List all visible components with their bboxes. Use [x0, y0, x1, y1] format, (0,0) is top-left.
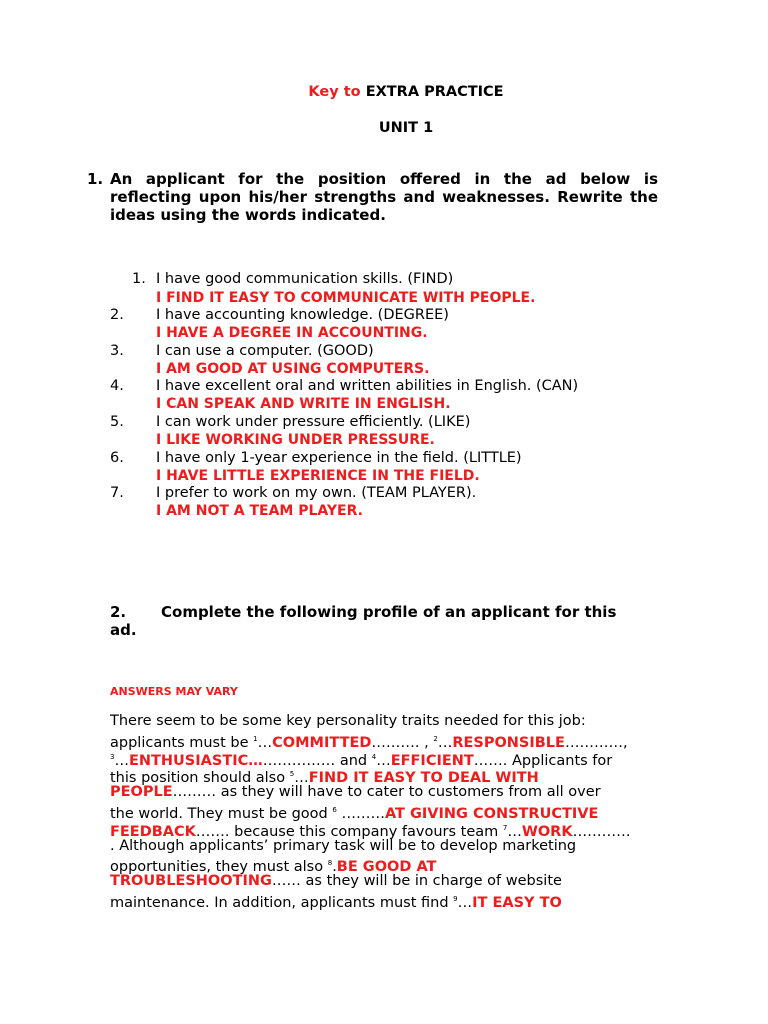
- paragraph-line: [110, 820, 670, 838]
- text-run: …: [437, 734, 453, 751]
- question-1-text: An applicant for the position offered in the ad below is reflecting upon his/her strengths and weaknesses. Rewrite the ideas using the words indicated.: [110, 170, 658, 224]
- blank-number: 8: [327, 859, 333, 868]
- item-answer: I HAVE LITTLE EXPERIENCE IN THE FIELD.: [156, 468, 480, 484]
- blank-number: 3: [110, 752, 115, 761]
- text-run: …………: [572, 823, 631, 840]
- text-run: …………… and: [262, 752, 372, 769]
- text-run: …: [114, 752, 129, 769]
- item-prompt: I have excellent oral and written abilities in English. (CAN): [156, 378, 579, 394]
- unit-heading: UNIT 1: [378, 120, 434, 136]
- blank-number: 5: [289, 770, 295, 779]
- blank-answer: EFFICIENT: [390, 752, 474, 769]
- text-run: applicants must be: [110, 734, 254, 751]
- question-2-text: Complete the following profile of an applicant for this: [161, 603, 617, 621]
- text-run: ………: [336, 805, 385, 822]
- item-number: 5.: [110, 414, 124, 430]
- item-prompt: I have good communication skills. (FIND): [156, 271, 454, 287]
- item-number: 1.: [132, 271, 146, 287]
- item-answer: I CAN SPEAK AND WRITE IN ENGLISH.: [156, 396, 451, 412]
- text-run: ………. ,: [371, 734, 434, 751]
- blank-answer: COMMITTED: [272, 734, 372, 751]
- text-run: ……… as they will have to cater to customers from all over: [172, 784, 601, 801]
- text-run: …: [294, 770, 309, 787]
- item-number: 4.: [110, 378, 124, 394]
- item-answer: I LIKE WORKING UNDER PRESSURE.: [156, 432, 435, 448]
- text-run: this position should also: [110, 770, 290, 787]
- text-run: …: [507, 823, 522, 840]
- blank-number: 1: [253, 734, 258, 743]
- text-run: …: [257, 734, 273, 751]
- question-2-text-continued: ad.: [110, 621, 137, 639]
- blank-answer: FEEDBACK: [110, 823, 196, 840]
- item-prompt: I can work under pressure efficiently. (LIKE): [156, 414, 471, 430]
- blank-number: 9: [453, 894, 458, 903]
- item-answer: I AM GOOD AT USING COMPUTERS.: [156, 361, 430, 377]
- blank-answer: RESPONSIBLE: [452, 734, 565, 751]
- item-number: 6.: [110, 450, 124, 466]
- blank-answer: TROUBLESHOOTING: [110, 873, 272, 890]
- blank-number: 6: [332, 805, 337, 814]
- text-run: .: [332, 859, 337, 876]
- text-run: ……. because this company favours team: [195, 823, 503, 840]
- item-prompt: I have accounting knowledge. (DEGREE): [156, 307, 449, 323]
- blank-answer: FIND IT EASY TO DEAL WITH: [308, 770, 539, 787]
- blank-answer: AT GIVING CONSTRUCTIVE: [384, 805, 599, 822]
- paragraph-line: There seem to be some key personality traits needed for this job:: [110, 713, 586, 729]
- question-1-number: 1.: [87, 170, 104, 188]
- item-answer: I HAVE A DEGREE IN ACCOUNTING.: [156, 325, 428, 341]
- paragraph-line: [110, 784, 670, 802]
- item-answer: I AM NOT A TEAM PLAYER.: [156, 503, 363, 519]
- paragraph-line: [110, 802, 670, 820]
- text-run: ……. Applicants for: [473, 752, 613, 769]
- paragraph-line: [110, 731, 670, 749]
- question-2-number: 2.: [110, 603, 127, 621]
- paragraph-line: [110, 749, 670, 767]
- text-run: …: [376, 752, 391, 769]
- blank-number: 7: [502, 823, 508, 832]
- item-prompt: I can use a computer. (GOOD): [156, 343, 374, 359]
- item-answer: I FIND IT EASY TO COMMUNICATE WITH PEOPLE.: [156, 290, 536, 306]
- text-run: opportunities, they must also: [110, 859, 328, 876]
- item-number: 2.: [110, 307, 124, 323]
- text-run: …: [457, 894, 473, 911]
- text-run: …… as they will be in charge of website: [271, 873, 562, 890]
- key-to-label: Key to: [308, 84, 361, 100]
- blank-number: 2: [433, 734, 438, 743]
- text-run: …………,: [564, 734, 628, 751]
- blank-number: 4: [371, 752, 377, 761]
- item-prompt: I prefer to work on my own. (TEAM PLAYER).: [156, 485, 477, 501]
- answers-note: ANSWERS MAY VARY: [110, 685, 238, 698]
- item-number: 3.: [110, 343, 124, 359]
- profile-paragraph: [110, 713, 670, 909]
- document-title: [0, 84, 768, 100]
- blank-answer: BE GOOD AT: [336, 859, 437, 876]
- paragraph-line: [110, 855, 670, 876]
- title-text: EXTRA PRACTICE: [365, 84, 504, 100]
- blank-answer: IT EASY TO: [472, 894, 562, 911]
- blank-answer: PEOPLE: [110, 784, 173, 801]
- item-number: 7.: [110, 485, 124, 501]
- text-run: the world. They must be good: [110, 805, 333, 822]
- paragraph-line: [110, 873, 670, 891]
- paragraph-line: [110, 891, 670, 909]
- paragraph-line: . Although applicants’ primary task will be to develop marketing: [110, 837, 577, 854]
- item-prompt: I have only 1-year experience in the field. (LITTLE): [156, 450, 522, 466]
- blank-answer: ENTHUSIASTIC…: [128, 752, 263, 769]
- paragraph-line: [110, 766, 670, 787]
- text-run: maintenance. In addition, applicants must find: [110, 894, 454, 911]
- blank-answer: WORK: [521, 823, 573, 840]
